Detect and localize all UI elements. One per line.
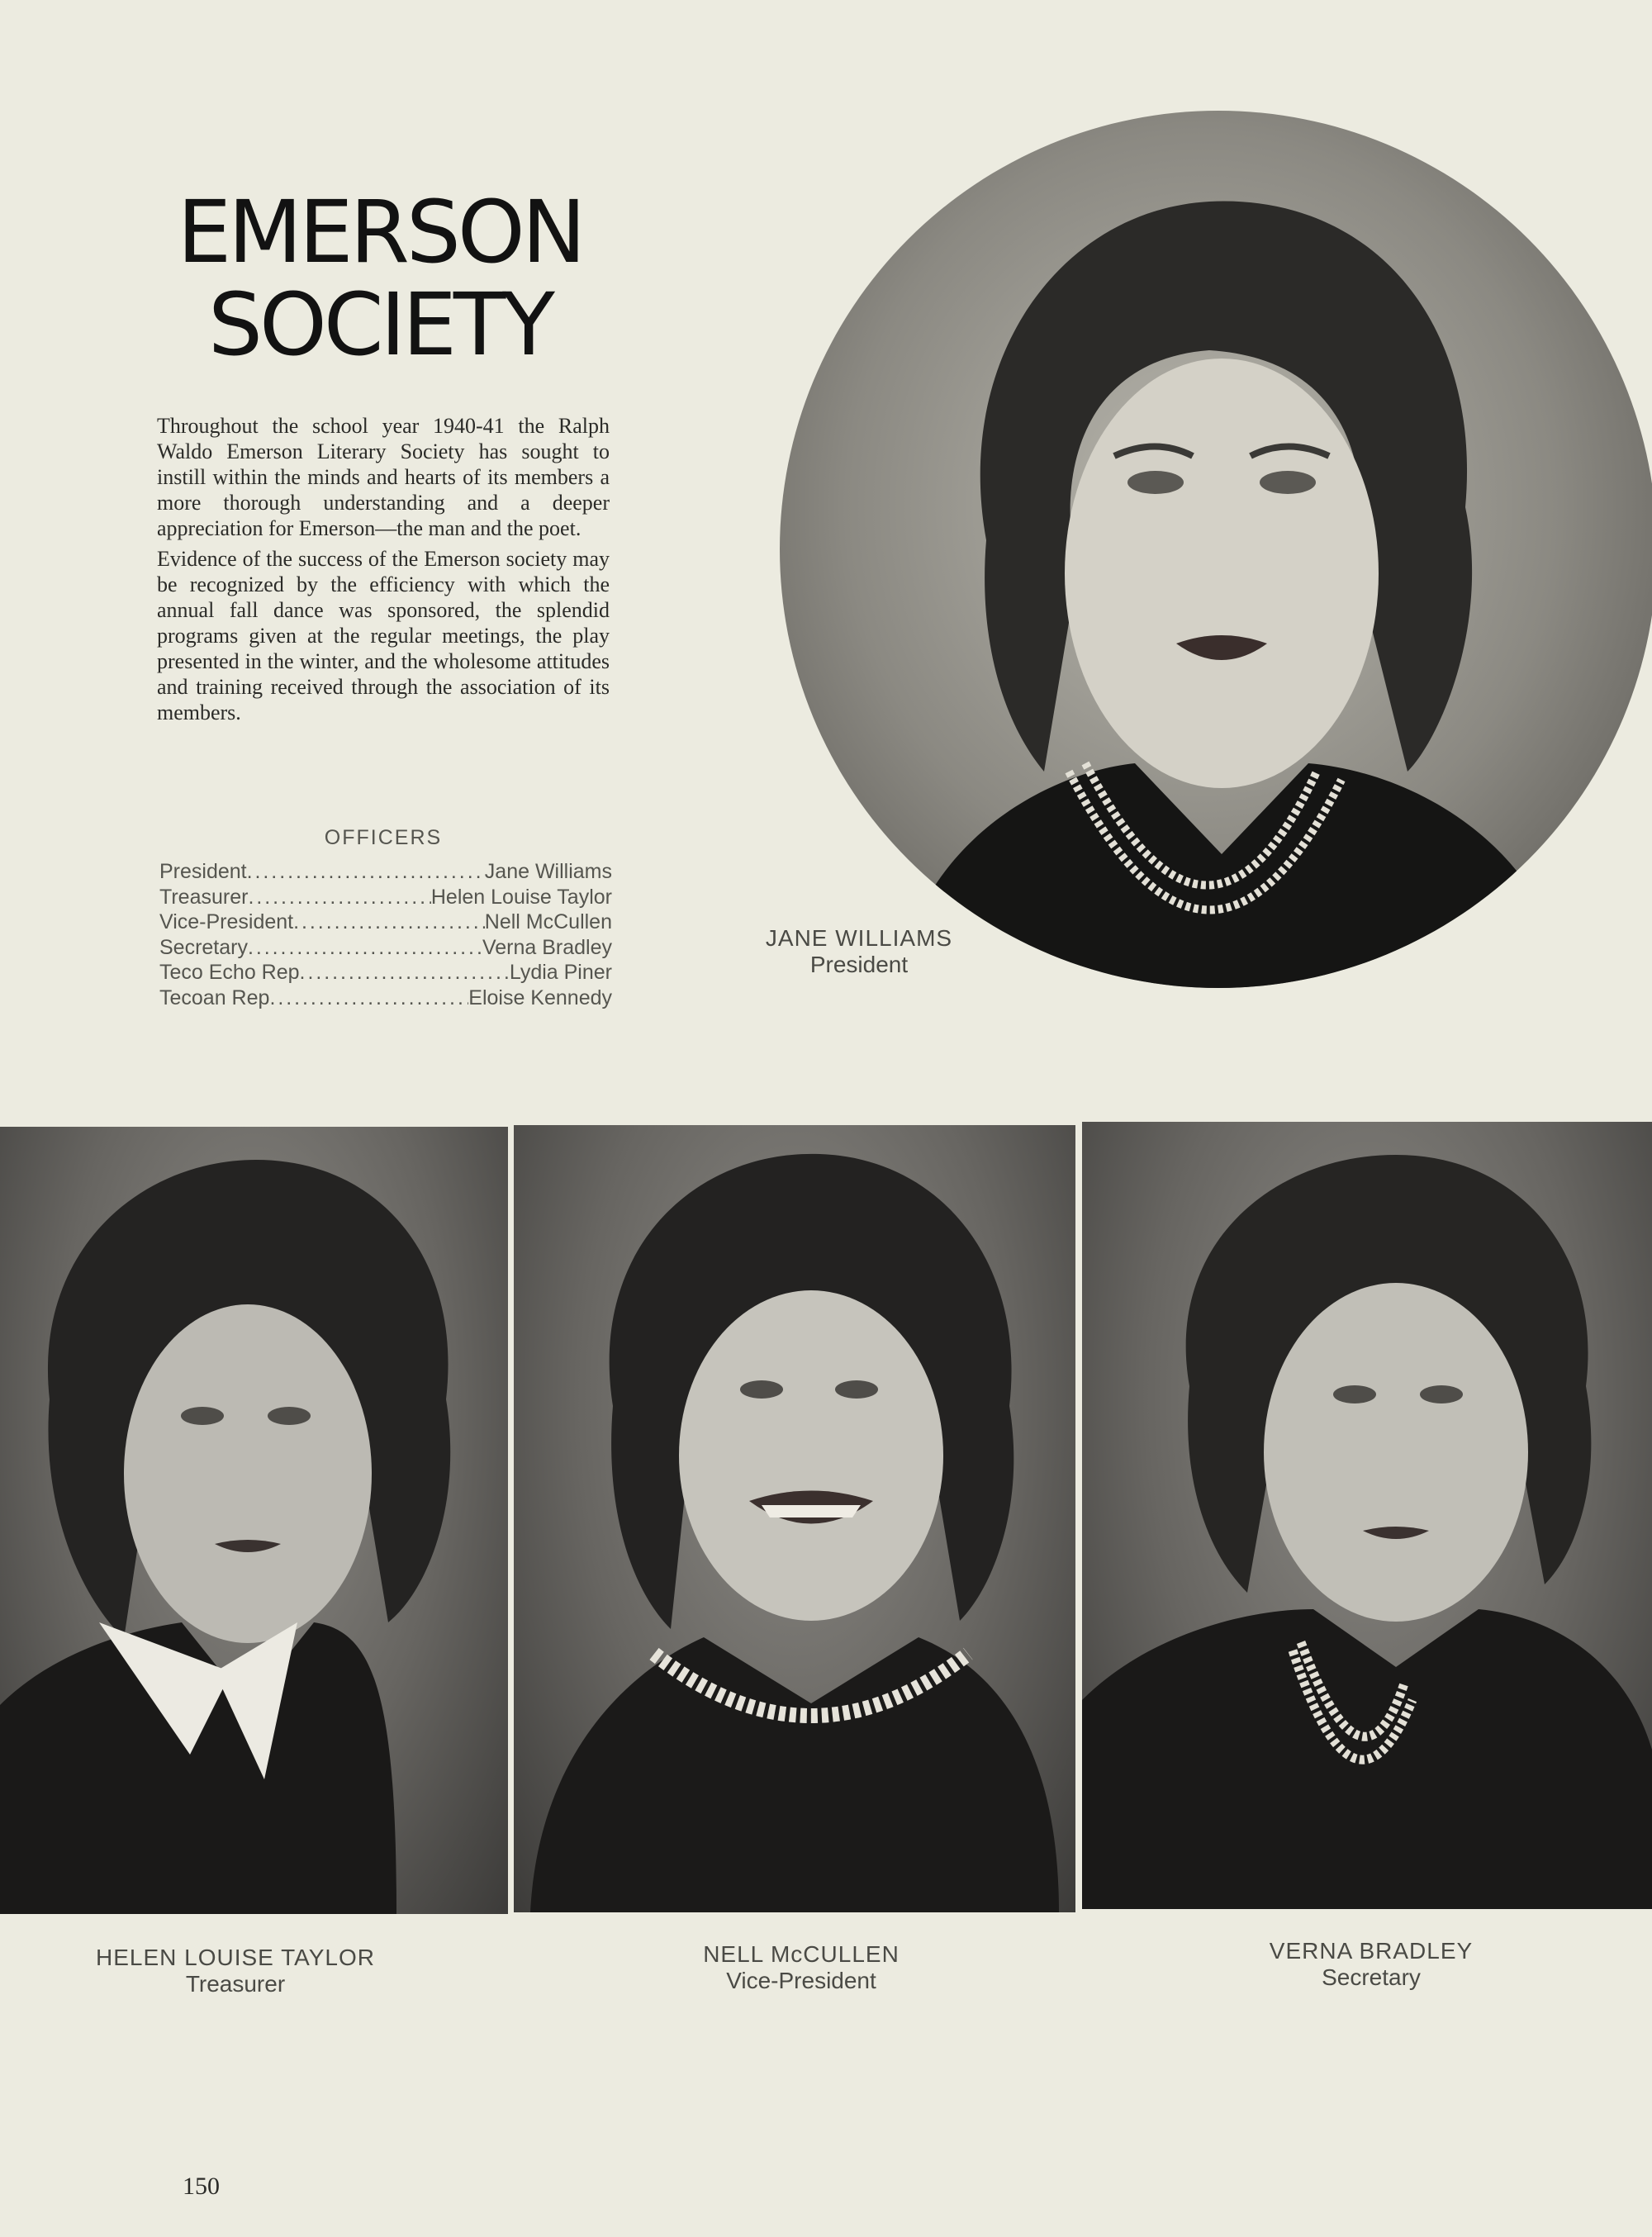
officer-name: Helen Louise Taylor xyxy=(430,885,612,909)
title-line-1: EMERSON xyxy=(177,182,583,283)
treasurer-caption xyxy=(50,1945,421,1997)
officer-name: Jane Williams xyxy=(484,860,612,883)
paragraph-1: Throughout the school year 1940-41 the Ralph Waldo Emerson Literary Society has sought to instill within the minds and hearts of its members a more thorough understanding and a deeper appreciation for Emerson—the man and the poet. xyxy=(157,414,610,540)
page-number: 150 xyxy=(183,2173,220,2200)
title-line-2: SOCIETY xyxy=(208,274,552,375)
officer-name: Lydia Piner xyxy=(509,961,612,984)
portrait-caption xyxy=(743,925,975,978)
caption-name: VERNA BRADLEY xyxy=(1269,1938,1474,1964)
officer-row xyxy=(159,859,612,885)
officers-heading: OFFICERS xyxy=(324,826,443,849)
officer-row xyxy=(159,910,612,935)
caption-role: President xyxy=(809,952,909,977)
dot-leader xyxy=(247,859,485,885)
officer-row xyxy=(159,935,612,961)
officers-list xyxy=(159,859,612,1010)
president-portrait xyxy=(780,111,1652,988)
dot-leader xyxy=(293,910,485,935)
vice-president-caption xyxy=(636,1941,966,1994)
officer-role: Secretary xyxy=(159,935,248,959)
caption-name: JANE WILLIAMS xyxy=(765,925,953,951)
officer-name: Nell McCullen xyxy=(484,910,612,933)
page-title xyxy=(157,182,603,375)
officer-role: Vice-President xyxy=(159,910,294,933)
caption-name: NELL McCULLEN xyxy=(703,1941,900,1967)
secretary-caption xyxy=(1206,1938,1536,1991)
portrait-illustration xyxy=(0,1127,508,1914)
officer-role: Teco Echo Rep xyxy=(159,961,300,984)
dot-leader xyxy=(248,885,430,910)
officer-row xyxy=(159,885,612,910)
officer-role: President xyxy=(159,860,247,883)
officer-name: Eloise Kennedy xyxy=(468,986,612,1009)
caption-name: HELEN LOUISE TAYLOR xyxy=(96,1945,375,1970)
paragraph-2: Evidence of the success of the Emerson society may be recognized by the efficiency with which the annual fall dance was sponsored, the splendid programs given at the regular meetings, the play presented in the winter, and the wholesome attitudes and training received through the association of its members. xyxy=(157,547,610,724)
dot-leader xyxy=(300,960,510,986)
portrait-illustration xyxy=(514,1125,1075,1912)
dot-leader xyxy=(248,935,482,961)
officer-role: Treasurer xyxy=(159,885,249,909)
vice-president-photo xyxy=(514,1125,1075,1912)
secretary-photo xyxy=(1082,1122,1652,1909)
caption-role: Secretary xyxy=(1322,1964,1421,1990)
officer-name: Verna Bradley xyxy=(482,935,612,959)
dot-leader xyxy=(269,986,468,1011)
intro-text xyxy=(157,413,610,730)
treasurer-photo xyxy=(0,1127,508,1914)
officer-row xyxy=(159,960,612,986)
officer-row xyxy=(159,986,612,1011)
portrait-illustration xyxy=(1082,1122,1652,1909)
caption-role: Treasurer xyxy=(185,1971,286,1997)
caption-role: Vice-President xyxy=(726,1968,876,1993)
portrait-illustration xyxy=(780,111,1652,988)
officer-role: Tecoan Rep xyxy=(159,986,270,1009)
